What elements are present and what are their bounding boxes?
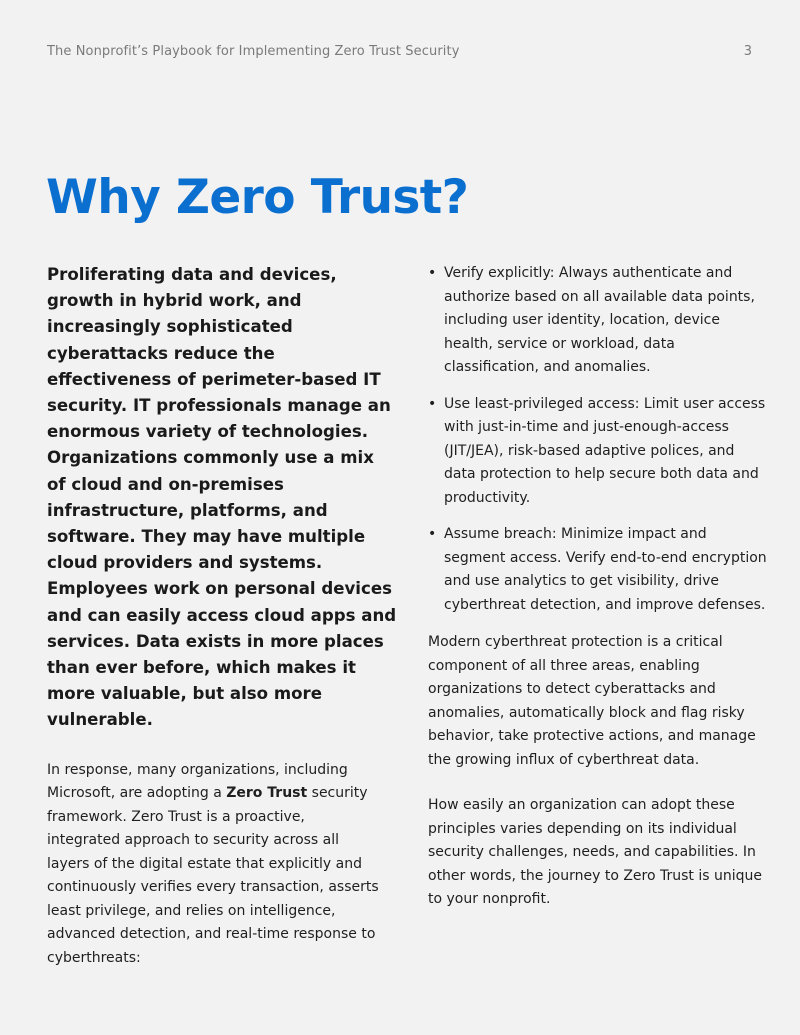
zero-trust-emphasis: Zero Trust <box>226 785 308 802</box>
bullet-icon: • <box>428 526 437 542</box>
lead-paragraph: Proliferating data and devices, growth in hybrid work, and increasingly sophisticated cyberattacks reduce the effectiveness of perimeter-based IT security. IT professionals manage an enormous variety of technologies. Organizations commonly use a mix of cloud and on-premises infrastructure, platforms, and software. They may have multiple cloud providers and systems. Employees work on personal devices and can easily access cloud apps and services. Data exists in more places than ever before, which makes it more valuable, but also more vulnerable. <box>47 265 397 730</box>
adoption-paragraph: How easily an organization can adopt these principles varies depending on its individual security challenges, needs, and capabilities. In other words, the journey to Zero Trust is unique to your nonprofit. <box>428 797 763 907</box>
list-item-text: Use least-privileged access: Limit user access with just-in-time and just-enough-access (JIT/JEA), risk-based adaptive polices, and data protection to help secure both data and productivity. <box>444 395 766 506</box>
list-item-text: Verify explicitly: Always authenticate and authorize based on all available data points, including user identity, location, device health, service or workload, data classification, and anomalies. <box>444 265 755 375</box>
right-column <box>428 262 768 912</box>
cyberthreat-protection-paragraph: Modern cyberthreat protection is a critical component of all three areas, enabling organizations to detect cyberattacks and anomalies, automatically block and flag risky behavior, take protective actions, and manage the growing influx of cyberthreat data. <box>428 634 756 768</box>
response-text-start: In response, many organizations, including Microsoft, are adopting a <box>47 761 348 802</box>
bullet-icon: • <box>428 395 437 412</box>
list-item-verify-explicitly <box>428 262 768 380</box>
list-item-assume-breach <box>428 523 768 617</box>
response-paragraph <box>47 759 382 971</box>
list-item-least-privileged <box>428 393 768 511</box>
left-column <box>47 262 397 970</box>
bullet-icon: • <box>428 265 437 281</box>
list-item-text: Assume breach: Minimize impact and segment access. Verify end-to-end encryption and use analytics to get visibility, drive cyberthreat detection, and improve defenses. <box>444 526 767 613</box>
response-text-end: security framework. Zero Trust is a proactive, integrated approach to security across all layers of the digital estate that explicitly and continuously verifies every transaction, asserts least privilege, and relies on intelligence, advanced detection, and real-time response to cyberthreats: <box>47 785 379 966</box>
page-title: Why Zero Trust? <box>46 170 469 225</box>
principles-list <box>428 262 768 617</box>
page-number: 3 <box>743 44 752 59</box>
running-header: The Nonprofit’s Playbook for Implementing Zero Trust Security <box>47 44 460 59</box>
